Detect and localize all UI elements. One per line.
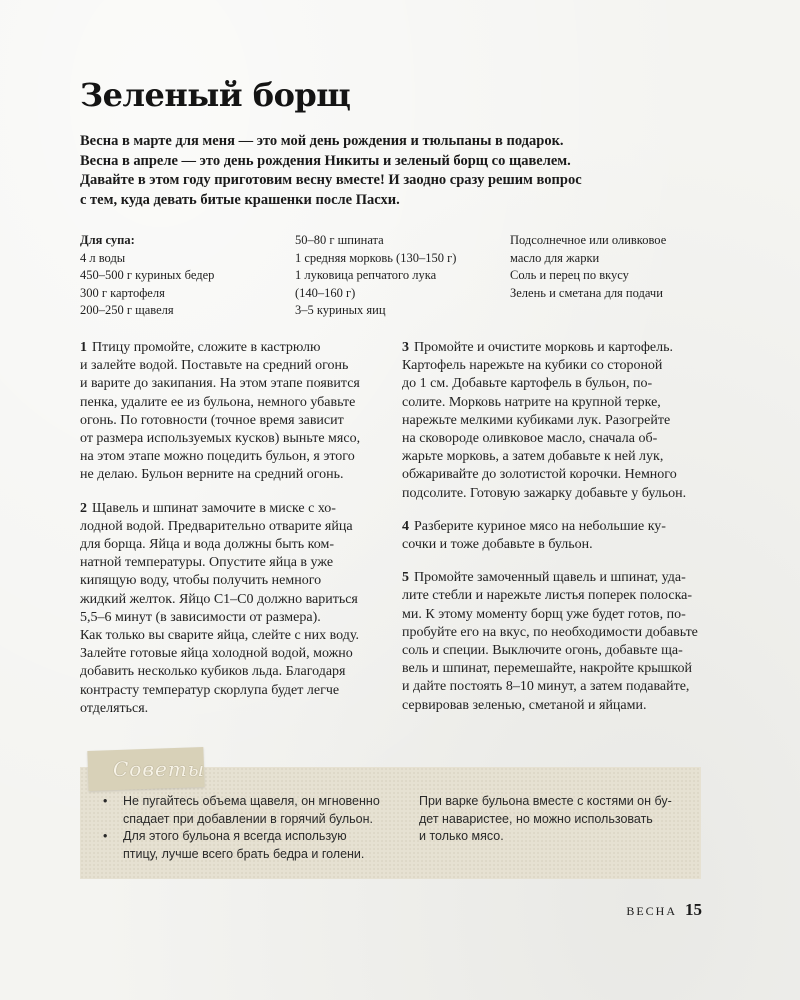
- step-line: и дайте постоять 8–10 минут, а затем подавайте,: [402, 679, 690, 695]
- step-line: жарьте морковь, а затем добавьте к ней лук,: [402, 449, 664, 465]
- step-line: огонь. По готовности (точное время зависит: [80, 412, 344, 428]
- step-line: Картофель нарежьте на кубики со стороной: [402, 358, 663, 374]
- tip-line: Не пугайтесь объема щавеля, он мгновенно: [123, 794, 380, 808]
- step-text: Разберите куриное мясо на небольшие ку-: [414, 518, 666, 534]
- step-line: жидкий желток. Яйцо С1–С0 должно вариться: [80, 591, 358, 607]
- ingredient-item: Зелень и сметана для подачи: [510, 285, 663, 300]
- step-line: ми. К этому моменту борщ уже будет готов, по-: [402, 606, 686, 622]
- step-line: Как только вы сварите яйца, слейте с них воду.: [80, 628, 359, 644]
- intro-paragraph: [80, 132, 600, 210]
- step-text: Щавель и шпинат замочите в миске с хо-: [92, 500, 336, 516]
- ingredient-item: 3–5 куриных яиц: [295, 303, 386, 317]
- step-number: 4: [402, 518, 409, 534]
- step-number: 2: [80, 500, 87, 516]
- tip-note-line: и только мясо.: [419, 829, 504, 843]
- step-line: отделяться.: [80, 700, 149, 716]
- ingredient-item: Соль и перец по вкусу: [510, 268, 629, 282]
- ingredient-item: 300 г картофеля: [80, 285, 165, 300]
- recipe-step: [80, 500, 380, 718]
- ingredients-column-3: [510, 232, 666, 302]
- ingredient-item: 4 л воды: [80, 250, 126, 265]
- recipe-step: [80, 339, 380, 485]
- tip-line: Для этого бульона я всегда использую: [123, 829, 347, 843]
- ingredient-item: 50–80 г шпината: [295, 233, 384, 247]
- step-line: пробуйте его на вкус, по необходимости добавьте: [402, 624, 698, 640]
- tip-item: [103, 828, 403, 863]
- step-line: натной температуры. Опустите яйца в уже: [80, 555, 334, 571]
- step-line: лите стебли и нарежьте листья поперек полоска-: [402, 588, 693, 604]
- step-number: 5: [402, 570, 409, 586]
- intro-line: Весна в марте для меня — это мой день рождения и тюльпаны в подарок.: [80, 133, 564, 149]
- intro-line: Давайте в этом году приготовим весну вместе! И заодно сразу решим вопрос: [80, 172, 582, 188]
- step-number: 3: [402, 340, 409, 355]
- ingredient-item: 1 луковица репчатого лука: [295, 268, 437, 282]
- step-line: [80, 339, 380, 357]
- step-line: обжаривайте до золотистой корочки. Немного: [402, 467, 677, 483]
- step-line: 5,5–6 минут (в зависимости от размера).: [80, 609, 321, 625]
- bullet-icon: •: [103, 829, 108, 843]
- step-line: кипящую воду, чтобы получить немного: [80, 573, 322, 589]
- step-line: до 1 см. Добавьте картофель в бульон, по-: [402, 376, 653, 392]
- recipe-step: [402, 569, 702, 715]
- step-line: сервировав зеленью, сметаной и яйцами.: [402, 697, 647, 713]
- intro-line: с тем, куда девать битые крашенки после Пасхи.: [80, 191, 400, 208]
- page-title: Зеленый борщ: [80, 76, 351, 114]
- step-text: Промойте и очистите морковь и картофель.: [414, 340, 673, 355]
- ingredient-item: 1 средняя морковь (130–150 г): [295, 250, 457, 265]
- step-line: сочки и тоже добавьте в бульон.: [402, 537, 593, 553]
- tips-list: [103, 793, 403, 863]
- page-number: 15: [685, 900, 702, 919]
- step-line: на этом этапе можно поцедить бульон, я этого: [80, 449, 355, 465]
- tip-line: птицу, лучше всего брать бедра и голени.: [123, 846, 365, 861]
- section-name: ВЕСНА: [626, 904, 677, 918]
- step-number: 1: [80, 340, 87, 355]
- step-line: от размера используемых кусков) выньте мясо,: [80, 431, 361, 447]
- step-line: пенка, удалите ее из бульона, немного убавьте: [80, 394, 356, 410]
- ingredient-item: масло для жарки: [510, 250, 600, 265]
- step-line: не делаю. Бульон верните на средний огонь.: [80, 467, 344, 483]
- ingredient-item: (140–160 г): [295, 285, 356, 300]
- recipe-step: [402, 339, 702, 503]
- step-line: Залейте готовые яйца холодной водой, можно: [80, 646, 353, 662]
- step-line: контрасту температур скорлупа будет легче: [80, 682, 340, 698]
- step-line: [402, 569, 702, 587]
- ingredient-item: Подсолнечное или оливковое: [510, 233, 667, 247]
- step-line: [80, 500, 380, 518]
- step-line: и залейте водой. Поставьте на средний огонь: [80, 358, 349, 374]
- step-line: лодной водой. Предварительно отварите яйца: [80, 518, 353, 534]
- step-text: Птицу промойте, сложите в кастрюлю: [92, 340, 321, 355]
- ingredients-column-2: [295, 232, 456, 320]
- tip-note-line: дет наваристее, но можно использовать: [419, 811, 653, 826]
- step-line: подсолите. Готовую зажарку добавьте у бульон.: [402, 485, 687, 501]
- step-text: Промойте замоченный щавель и шпинат, уда-: [414, 570, 686, 586]
- step-line: солите. Морковь натрите на крупной терке,: [402, 394, 661, 410]
- tips-label: Советы: [113, 757, 206, 781]
- step-line: [402, 339, 702, 357]
- step-line: на сковороде оливковое масло, сначала об-: [402, 431, 658, 447]
- bullet-icon: •: [103, 794, 108, 808]
- steps-left-column: [80, 339, 380, 733]
- tip-item: [103, 793, 403, 828]
- steps-right-column: [402, 339, 702, 730]
- step-line: нарежьте мелкими кубиками лук. Разогрейте: [402, 412, 671, 428]
- recipe-step: [402, 518, 702, 554]
- intro-line: Весна в апреле — это день рождения Никиты и зеленый борщ со щавелем.: [80, 152, 571, 169]
- ingredients-column-1: [80, 232, 214, 320]
- step-line: и варите до закипания. На этом этапе появится: [80, 376, 360, 392]
- step-line: вель и шпинат, перемешайте, накройте крышкой: [402, 661, 692, 677]
- step-line: для борща. Яйца и вода должны быть ком-: [80, 537, 335, 553]
- page-footer: [626, 900, 702, 920]
- ingredient-item: 450–500 г куриных бедер: [80, 268, 215, 282]
- tip-note-line: При варке бульона вместе с костями он бу-: [419, 794, 672, 808]
- tips-note: [419, 793, 689, 846]
- ingredients-heading: Для супа:: [80, 233, 135, 247]
- step-line: добавить несколько кубиков льда. Благодаря: [80, 664, 346, 680]
- step-line: [402, 518, 702, 536]
- tip-line: спадает при добавлении в горячий бульон.: [123, 811, 374, 826]
- step-line: соль и специи. Выключите огонь, добавьте ща-: [402, 643, 683, 659]
- ingredient-item: 200–250 г щавеля: [80, 303, 174, 317]
